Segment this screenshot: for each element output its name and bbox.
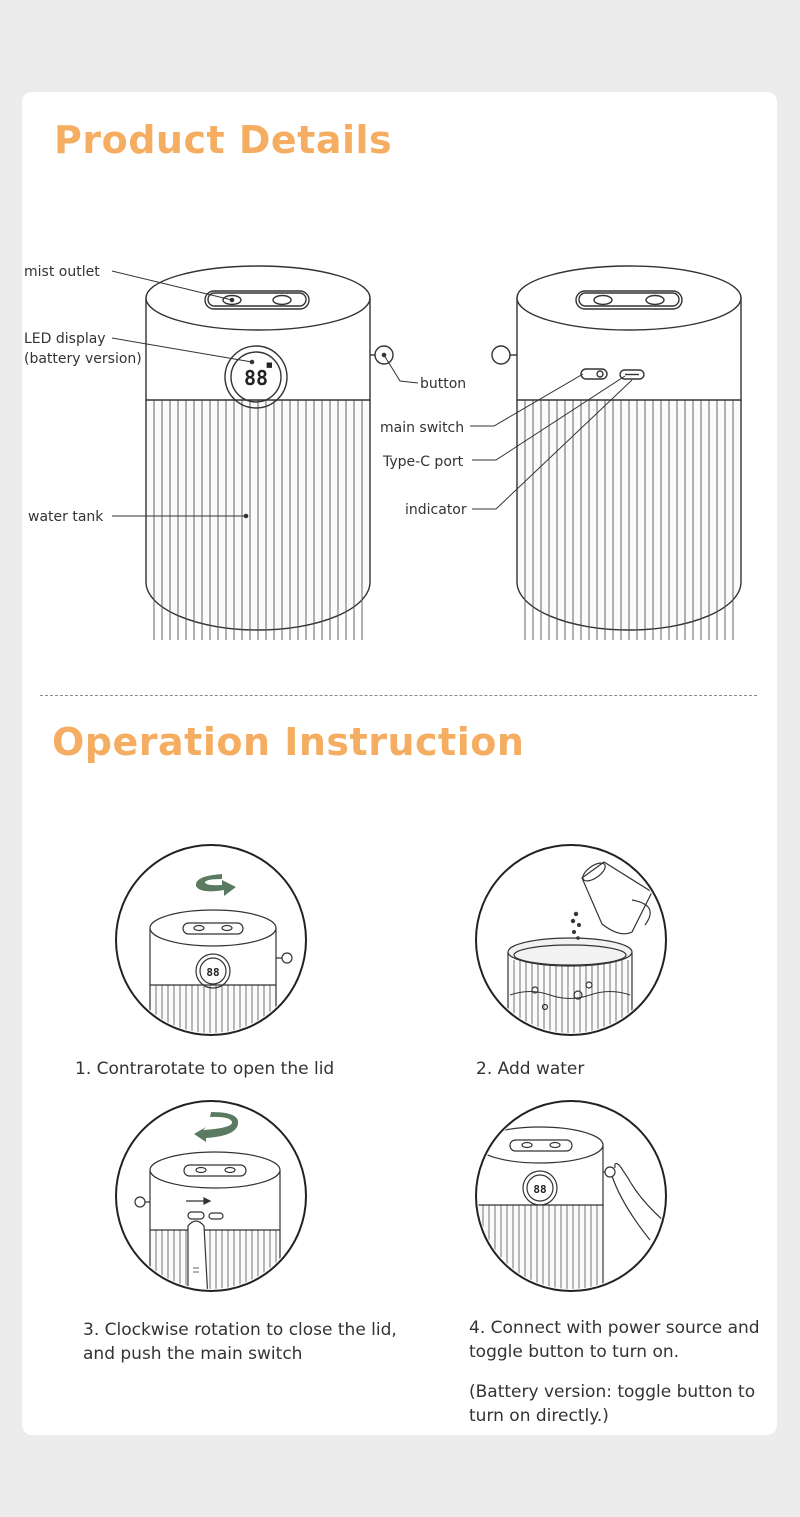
product-details-title: Product Details xyxy=(54,118,393,162)
label-button: button xyxy=(420,376,467,392)
step-2-text: 2. Add water xyxy=(476,1059,585,1079)
label-water-tank: water tank xyxy=(28,509,104,525)
step3-illustration xyxy=(116,1101,306,1300)
label-indicator: indicator xyxy=(405,502,467,518)
step1-illustration xyxy=(116,845,306,1050)
step1-led-digits: 88 xyxy=(206,966,220,979)
label-led-display-note: (battery version) xyxy=(24,351,142,367)
label-mist-outlet: mist outlet xyxy=(24,264,100,280)
step-3-text: 3. Clockwise rotation to close the lid, and push the main switch xyxy=(83,1320,397,1364)
step4-led-digits: 88 xyxy=(533,1183,547,1196)
step-4-text: 4. Connect with power source and toggle button to turn on. xyxy=(469,1318,760,1362)
led-digits: 88 xyxy=(243,366,269,390)
operation-instruction-title: Operation Instruction xyxy=(52,720,525,764)
label-type-c-port: Type-C port xyxy=(383,454,464,470)
label-led-display: LED display xyxy=(24,331,106,347)
step-1-text: 1. Contrarotate to open the lid xyxy=(75,1059,335,1079)
step-4-note: (Battery version: toggle button to turn on directly.) xyxy=(469,1382,756,1426)
step2-illustration xyxy=(476,845,666,1050)
label-main-switch: main switch xyxy=(380,420,465,436)
svg-text:■: ■ xyxy=(266,361,273,369)
step4-illustration xyxy=(476,1101,666,1300)
